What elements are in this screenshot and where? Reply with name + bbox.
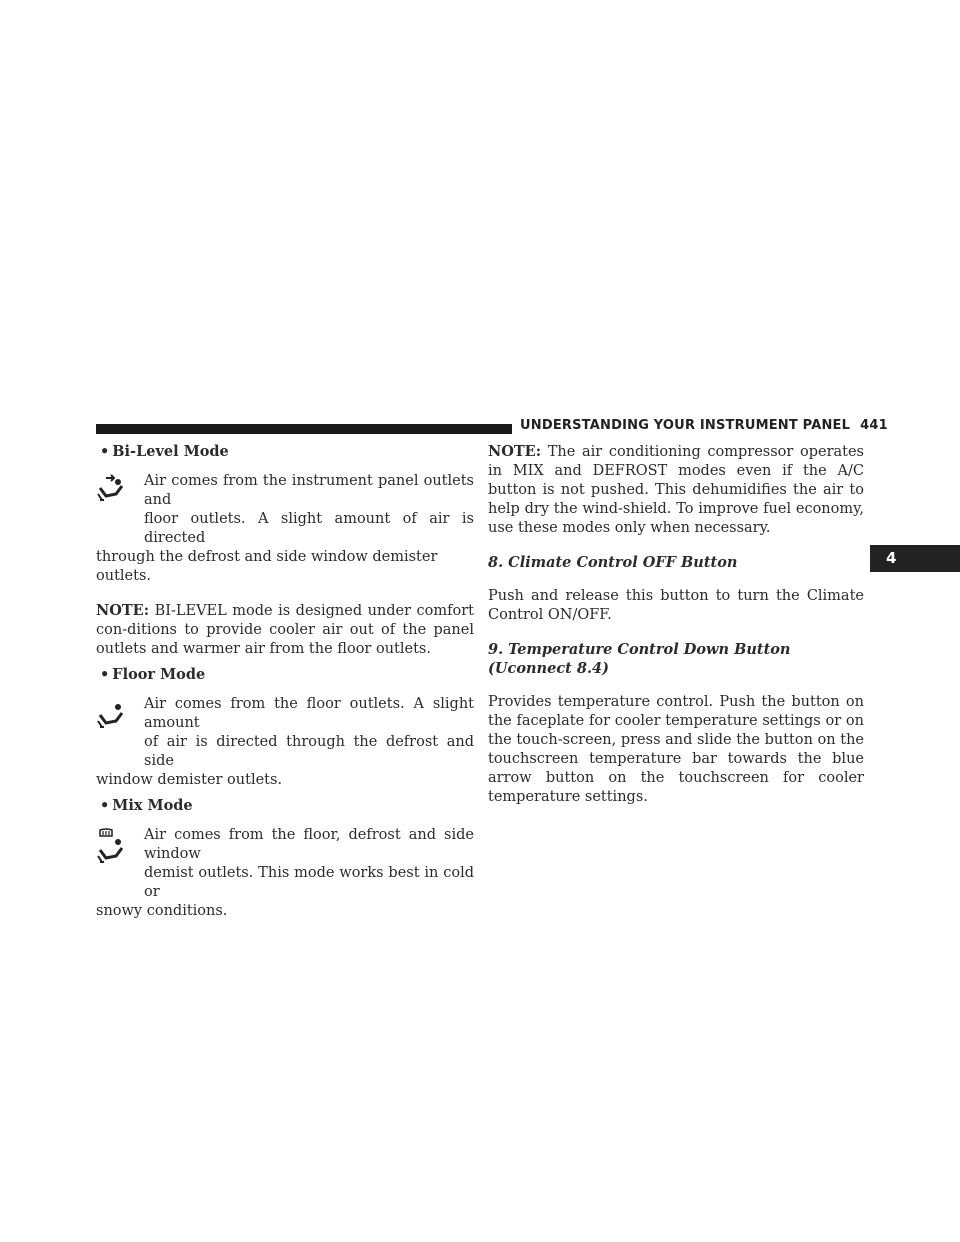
bilevel-text-line2: floor outlets. A slight amount of air is directed bbox=[144, 511, 474, 546]
note-label: NOTE: bbox=[488, 443, 542, 460]
note-label: NOTE: bbox=[96, 602, 150, 619]
mix-text-rest: snowy conditions. bbox=[96, 903, 228, 919]
mix-block bbox=[96, 826, 474, 921]
floor-heading: • Floor Mode bbox=[100, 666, 206, 683]
header-rule bbox=[96, 424, 512, 434]
bullet-dot: • bbox=[100, 443, 110, 460]
bi-level-mode-icon bbox=[96, 474, 124, 514]
note-compressor bbox=[488, 442, 864, 538]
floor-text-rest: window demister outlets. bbox=[96, 772, 283, 788]
bilevel-text-rest: through the defrost and side window demister outlets. bbox=[96, 549, 438, 584]
floor-text-line2: of air is directed through the defrost and side bbox=[144, 734, 474, 769]
floor-mode-icon bbox=[96, 697, 124, 737]
floor-text-line1: Air comes from the floor outlets. A slight amount bbox=[144, 696, 474, 731]
bilevel-block bbox=[96, 472, 474, 586]
bullet-dot: • bbox=[100, 797, 110, 814]
page-number: 441 bbox=[860, 418, 888, 433]
chapter-tab: 4 bbox=[870, 545, 960, 572]
bilevel-heading: • Bi-Level Mode bbox=[100, 443, 229, 460]
left-column bbox=[96, 442, 474, 921]
note-text: BI-LEVEL mode is designed under comfort con-ditions to provide cooler air out of the panel outlets and warmer air from the floor outlets. bbox=[96, 603, 475, 657]
right-column bbox=[488, 442, 864, 807]
note-bilevel bbox=[96, 601, 474, 659]
bilevel-text-line1: Air comes from the instrument panel outlets and bbox=[144, 473, 474, 508]
item9-text: Provides temperature control. Push the button on the faceplate for cooler temperature settings or on the touch-screen, press and slide the button on the touchscreen temperature bar towards the blue arrow button on the touchscreen for cooler temperature settings. bbox=[488, 694, 864, 805]
mix-mode-icon bbox=[96, 828, 124, 868]
running-header bbox=[520, 418, 888, 433]
bullet-dot: • bbox=[100, 666, 110, 683]
item9-heading: 9. Temperature Control Down Button (Uconnect 8.4) bbox=[488, 641, 791, 677]
note-text: The air conditioning compressor operates in MIX and DEFROST modes even if the A/C button is not pushed. This dehumidifies the air to help dry the wind-shield. To improve fuel economy, use these modes only when necessary. bbox=[488, 444, 864, 536]
mix-heading: • Mix Mode bbox=[100, 797, 193, 814]
floor-block bbox=[96, 695, 474, 790]
mix-text-line2: demist outlets. This mode works best in cold or bbox=[144, 865, 474, 900]
item8-heading: 8. Climate Control OFF Button bbox=[488, 554, 738, 571]
item8-text: Push and release this button to turn the Climate Control ON/OFF. bbox=[488, 588, 864, 623]
section-title: UNDERSTANDING YOUR INSTRUMENT PANEL bbox=[520, 418, 851, 433]
mix-text-line1: Air comes from the floor, defrost and side window bbox=[144, 827, 474, 862]
